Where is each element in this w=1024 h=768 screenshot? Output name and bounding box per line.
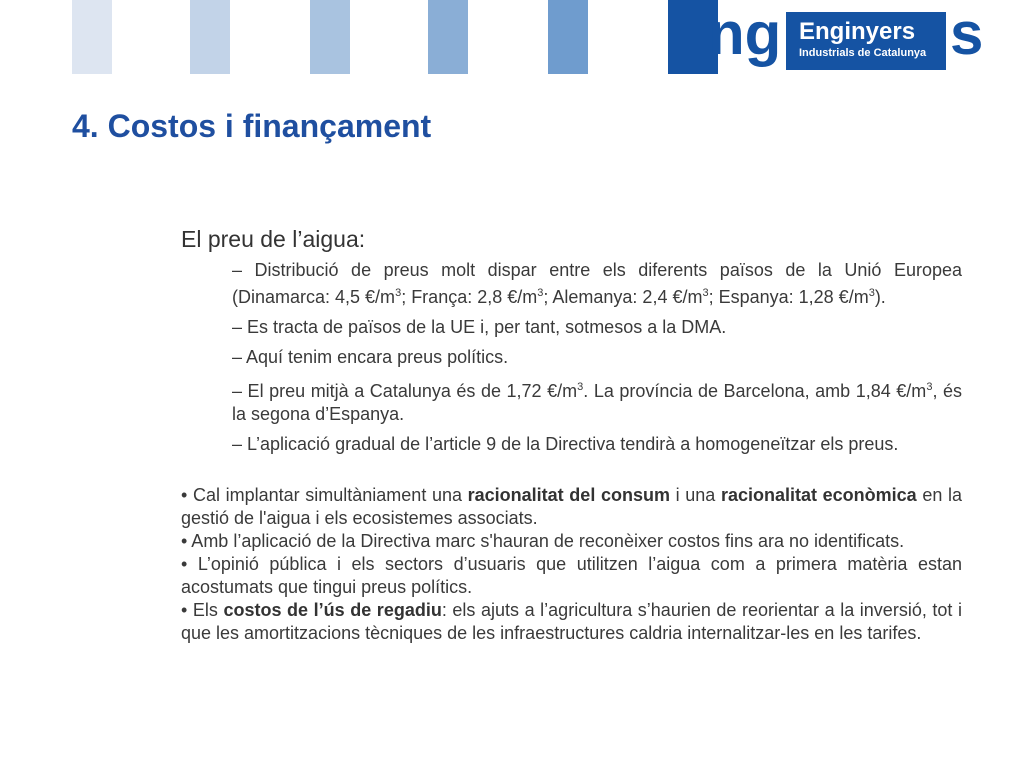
bullet-item [181, 484, 962, 530]
slide-content [181, 226, 962, 645]
logo-tail: s [950, 0, 984, 67]
header-stripe [310, 0, 350, 74]
text: : els ajuts a l’agricultura s’haurien de reorientar a la inversió, tot i que les amortitzacions tècniques de les infraestructures caldria internalitzar-les en les tarifes. [181, 600, 962, 643]
text: ; França: 2,8 €/m [401, 287, 538, 307]
header-stripe [190, 0, 230, 74]
logo-mark: ng [708, 0, 782, 67]
section-heading: El preu de l’aigua: [181, 226, 366, 252]
logo-brand-sub: Industrials de Catalunya [799, 47, 927, 59]
page-title: 4. Costos i finançament [72, 108, 432, 144]
sub-item: – Aquí tenim encara preus polítics. [232, 347, 509, 367]
bullet-item: • L’opinió pública i els sectors d’usuaris que utilitzen l’aigua com a primera matèria estan acostumats que tingui preus polítics. [181, 554, 962, 597]
text: ; Espanya: 1,28 €/m [708, 287, 869, 307]
superscript: 3 [395, 287, 402, 299]
text: • Cal implantar simultàniament una [181, 485, 468, 505]
sub-item [232, 259, 962, 309]
superscript: 3 [868, 287, 875, 299]
bullet-item [181, 599, 962, 645]
superscript: 3 [537, 287, 544, 299]
header-stripe [548, 0, 588, 74]
bullet-item: • Amb l’aplicació de la Directiva marc s'hauran de reconèixer costos fins ara no identificats. [181, 531, 905, 551]
text: . La província de Barcelona, amb 1,84 €/m [583, 381, 927, 401]
sub-item: – Es tracta de països de la UE i, per tant, sotmesos a la DMA. [232, 317, 727, 337]
text: ; Alemanya: 2,4 €/m [543, 287, 703, 307]
bold-text: racionalitat del consum [467, 485, 670, 505]
text: – Distribució de preus molt dispar entre els diferents països de la Unió Europea (Dinamarca: 4,5 €/m [232, 260, 962, 307]
text: • Els [181, 600, 224, 620]
header-stripe [428, 0, 468, 74]
superscript: 3 [926, 381, 933, 393]
text: i una [669, 485, 721, 505]
text: , és la segona d’Espanya. [232, 381, 962, 424]
enginyers-logo [668, 0, 993, 74]
bold-text: costos de l’ús de regadiu [223, 600, 442, 620]
logo-brand-name: Enginyers [799, 18, 916, 45]
bold-text: racionalitat econòmica [720, 485, 917, 505]
bullet-list [181, 484, 962, 645]
text: en la gestió de l'aigua i els ecosistemes associats. [181, 485, 962, 528]
text: ). [874, 287, 886, 307]
superscript: 3 [702, 287, 709, 299]
text: – El preu mitjà a Catalunya és de 1,72 €/m [232, 381, 578, 401]
header-stripe [72, 0, 112, 74]
superscript: 3 [577, 381, 584, 393]
sub-item [232, 376, 962, 426]
sub-item: – L’aplicació gradual de l’article 9 de la Directiva tendirà a homogeneïtzar els preus. [232, 434, 899, 454]
